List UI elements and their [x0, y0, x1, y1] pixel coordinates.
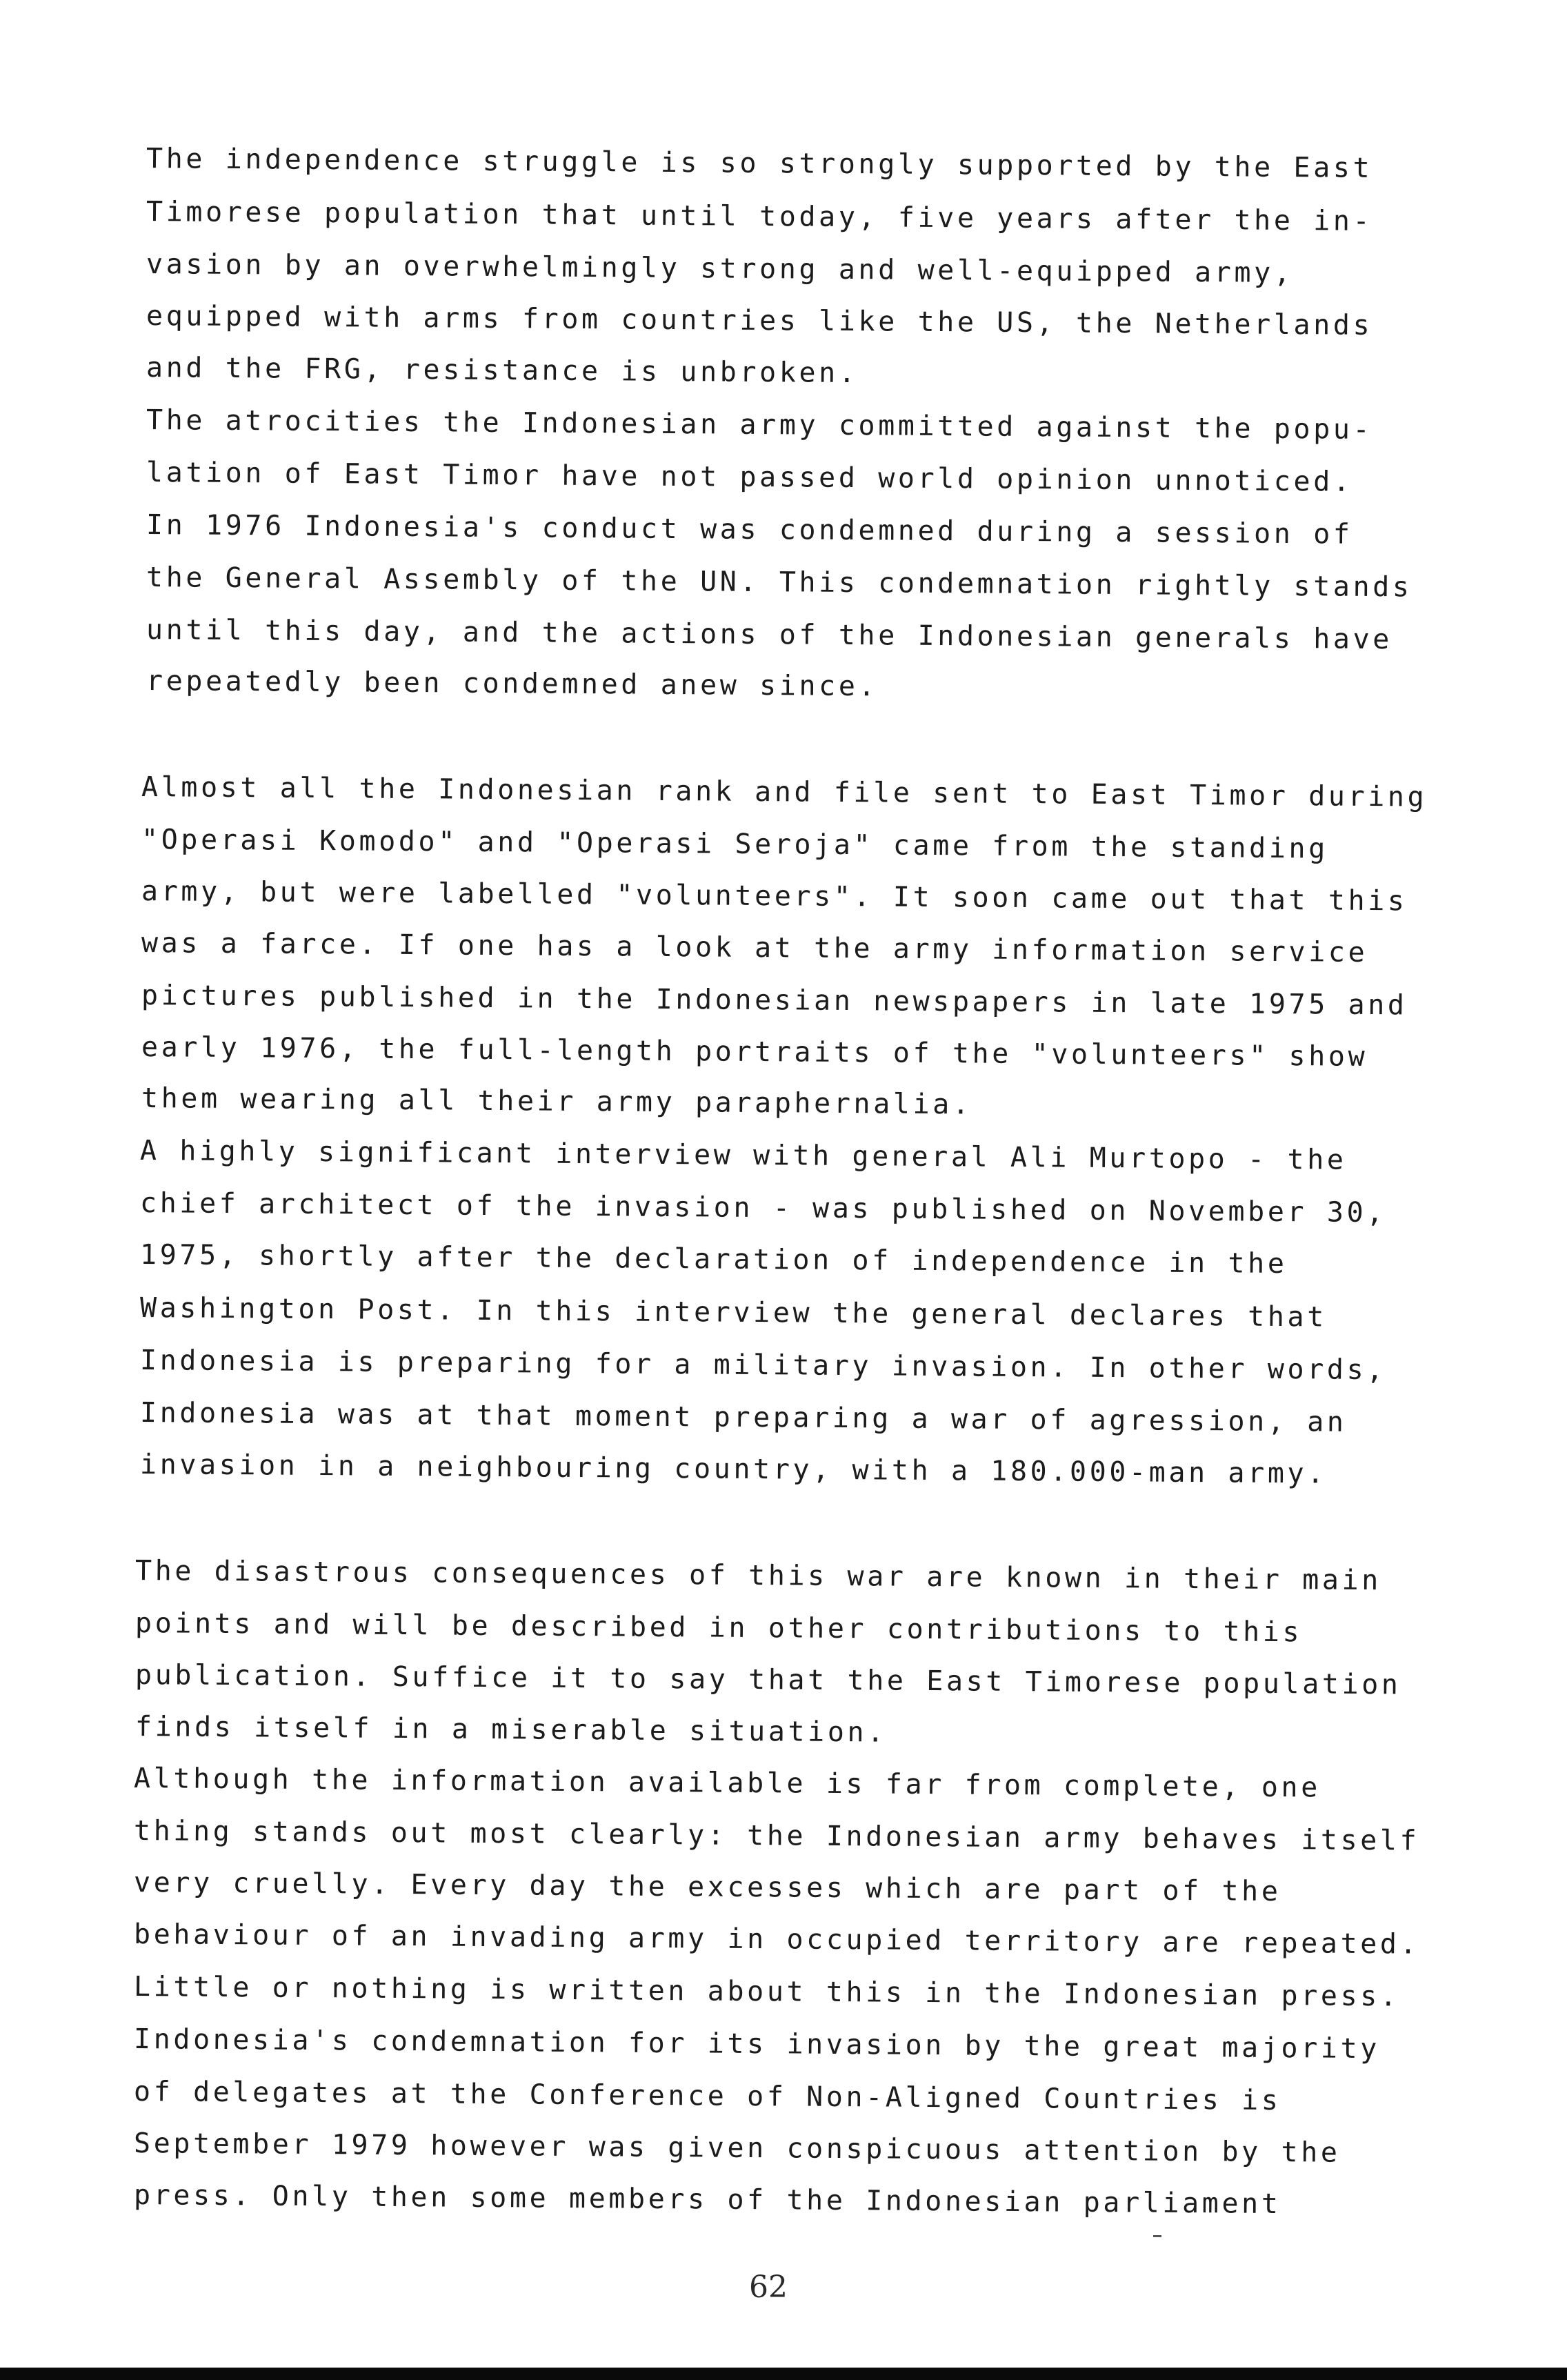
- text-line: chief architect of the invasion - was published on November 30,: [139, 1187, 1387, 1229]
- text-line: September 1979 however was given conspicuous attention by the: [133, 2128, 1341, 2169]
- text-line: Indonesia was at that moment preparing a war of agression, an: [139, 1397, 1347, 1438]
- text-line: and the FRG, resistance is unbroken.: [146, 352, 859, 390]
- text-line: finds itself in a miserable situation.: [134, 1711, 888, 1749]
- text-line: was a farce. If one has a look at the army information service: [141, 927, 1368, 969]
- text-line: The independence struggle is so strongly supported by the East: [146, 143, 1373, 184]
- text-line: vasion by an overwhelmingly strong and well-equipped army,: [146, 248, 1294, 290]
- text-line: until this day, and the actions of the Indonesian generals have: [146, 614, 1393, 656]
- text-line: them wearing all their army paraphernalia.: [141, 1082, 972, 1121]
- text-line: Almost all the Indonesian rank and file sent to East Timor during: [141, 771, 1428, 813]
- text-line: behaviour of an invading army in occupied territory are repeated.: [133, 1918, 1420, 1961]
- text-line: thing stands out most clearly: the Indonesian army behaves itself: [133, 1815, 1420, 1857]
- ink-speck: [1153, 2235, 1161, 2237]
- text-line: the General Assembly of the UN. This condemnation rightly stands: [146, 562, 1413, 604]
- text-line: early 1976, the full-length portraits of the "volunteers" show: [141, 1031, 1368, 1073]
- text-line: lation of East Timor have not passed world opinion unnoticed.: [146, 457, 1353, 498]
- text-line: invasion in a neighbouring country, with a 180.000-man army.: [139, 1449, 1328, 1490]
- text-line: 1975, shortly after the declaration of independence in the: [139, 1239, 1288, 1280]
- text-line: Washington Post. In this interview the general declares that: [139, 1292, 1328, 1333]
- text-line: publication. Suffice it to say that the East Timorese population: [134, 1659, 1401, 1701]
- text-line: Indonesia's condemnation for its invasion by the great majority: [133, 2023, 1381, 2065]
- text-line: In 1976 Indonesia's conduct was condemned during a session of: [146, 509, 1353, 551]
- scan-bottom-edge: [0, 2368, 1567, 2380]
- text-line: Indonesia is preparing for a military invasion. In other words,: [139, 1345, 1387, 1387]
- text-line: equipped with arms from countries like the US, the Netherlands: [146, 300, 1373, 341]
- text-line: A highly significant interview with general Ali Murtopo - the: [139, 1135, 1347, 1176]
- text-line: army, but were labelled "volunteers". It soon came out that this: [141, 875, 1408, 918]
- text-line: very cruelly. Every day the excesses which are part of the: [133, 1867, 1281, 1908]
- page-number: 62: [749, 2270, 788, 2305]
- text-line: "Operasi Komodo" and "Operasi Seroja" came from the standing: [141, 824, 1329, 865]
- text-line: Although the information available is far from complete, one: [133, 1763, 1321, 1804]
- text-line: Little or nothing is written about this in the Indonesian press.: [133, 1971, 1400, 2013]
- text-line: pictures published in the Indonesian newspapers in late 1975 and: [141, 980, 1408, 1022]
- text-line: The atrocities the Indonesian army committed against the popu-: [146, 404, 1373, 446]
- text-line: The disastrous consequences of this war are known in their main: [134, 1555, 1382, 1597]
- text-line: press. Only then some members of the Indonesian parliament: [133, 2179, 1281, 2221]
- text-line: points and will be described in other contributions to this: [134, 1607, 1303, 1649]
- text-line: Timorese population that until today, five years after the in-: [146, 196, 1373, 237]
- text-line: repeatedly been condemned anew since.: [146, 665, 879, 703]
- text-line: of delegates at the Conference of Non-Aligned Countries is: [133, 2076, 1281, 2117]
